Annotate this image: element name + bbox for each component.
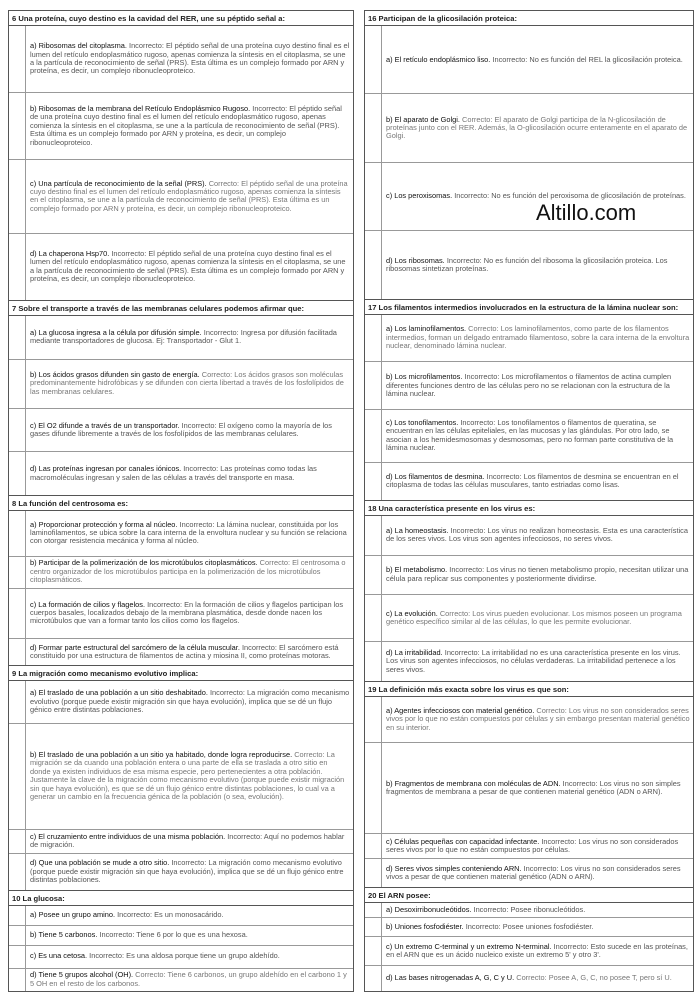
answer-option <box>9 969 353 991</box>
answer-option <box>365 163 693 231</box>
verdict-correct: Correcto: <box>201 369 233 379</box>
verdict-incorrect: Incorrecto: <box>492 54 528 64</box>
option-explanation: Las proteínas como todas las macromoléculas ingresan y salen de las células a través del transporte en masa. <box>30 464 317 482</box>
verdict-incorrect: Incorrecto: <box>241 642 277 652</box>
verdict-incorrect: Incorrecto: <box>183 464 219 474</box>
option-label: d) Los filamentos de desmina. <box>386 471 485 481</box>
option-label: b) Uniones fosfodiéster. <box>386 922 464 932</box>
right-column <box>364 10 694 992</box>
option-label: a) El retículo endoplásmico liso. <box>386 54 491 64</box>
option-label: a) Ribosomas del citoplasma. <box>30 41 127 51</box>
question-title: 16 Participan de la glicosilación proteica: <box>365 11 693 26</box>
option-label: c) Un extremo C-terminal y un extremo N-terminal. <box>386 941 552 951</box>
verdict-incorrect: Incorrecto: <box>553 941 589 951</box>
option-label: b) Fragmentos de membrana con moléculas de ADN. <box>386 778 561 788</box>
verdict-incorrect: Incorrecto: <box>464 372 500 382</box>
option-label: d) La chaperona Hsp70. <box>30 248 110 258</box>
option-explanation: Los virus no son considerados seres vivos por lo que no están compuestos por células y sin embargo presentan material genético en su interior. <box>386 705 690 732</box>
option-explanation: Los virus no tienen metabolismo propio, necesitan utilizar una célula para replicar sus componentes y posteriormente dividirse. <box>386 565 689 583</box>
answer-option <box>9 557 353 589</box>
question-block <box>8 300 354 495</box>
option-label: c) Una partícula de reconocimiento de la señal (PRS). <box>30 178 207 188</box>
option-label: c) Los tonofilamentos. <box>386 418 459 428</box>
answer-option <box>365 903 693 918</box>
answer-option <box>365 516 693 556</box>
question-title: 20 El ARN posee: <box>365 888 693 903</box>
option-label: a) Agentes infecciosos con material genético. <box>386 705 535 715</box>
answer-option <box>9 926 353 946</box>
option-explanation: En la formación de cilios y flagelos participan los cuerpos basales, localizados debajo de la membrana plasmática, desde donde nacen los microtúbulos que van a formar tanto los cilios como los flagelos. <box>30 599 344 626</box>
option-explanation: La lámina nuclear, constituida por los laminofilamentos, se ubica sobre la cara interna de la envoltura nuclear y su función se relaciona con otorgar resistencia mecánica y forma al núcleo. <box>30 519 347 546</box>
option-label: d) Formar parte estructural del sarcómero de la célula muscular. <box>30 642 240 652</box>
answer-option <box>9 26 353 93</box>
verdict-incorrect: Incorrecto: <box>465 922 501 932</box>
option-label: c) El cruzamiento entre individuos de una misma población. <box>30 831 226 841</box>
answer-option <box>9 639 353 666</box>
answer-option <box>365 556 693 596</box>
option-label: b) El traslado de una población a un sitio ya habitado, donde logra reproducirse. <box>30 749 293 759</box>
option-explanation: Los virus no son considerados seres vivos por lo que no están compuestos por células. <box>386 836 679 855</box>
option-label: d) Tiene 5 grupos alcohol (OH). <box>30 970 134 980</box>
option-explanation: La migración se da cuando una población entera o una parte de ella se traslada a otro sitio en donde ya existen individuos de esa misma especie, pero pertenecientes a otra población. Justamente la clave de la migración como mecanismo evolutivo (porque puede existir migración sin que haya evolución), es que se dé un flujo génico entre distintas poblaciones, lo cual va a generar un cambio en la frecuencia génica de la población (o sea, evolución). <box>30 749 345 802</box>
verdict-incorrect: Incorrecto: <box>454 191 490 201</box>
answer-option <box>365 859 693 887</box>
answer-option <box>9 946 353 969</box>
question-title: 8 La función del centrosoma es: <box>9 496 353 511</box>
left-column <box>8 10 354 992</box>
question-block <box>8 665 354 890</box>
verdict-incorrect: Incorrecto: <box>111 248 147 258</box>
verdict-correct: Correcto: <box>294 749 325 759</box>
question-title: 10 La glucosa: <box>9 891 353 906</box>
verdict-correct: Correcto: <box>536 705 567 715</box>
question-block <box>8 10 354 300</box>
question-block <box>364 500 694 681</box>
verdict-incorrect: Incorrecto: <box>444 647 480 657</box>
answer-option <box>365 463 693 500</box>
option-label: d) Las proteínas ingresan por canales iónicos. <box>30 464 182 474</box>
question-title: 17 Los filamentos intermedios involucrados en la estructura de la lámina nuclear son: <box>365 300 693 315</box>
option-explanation: No es función del peroxisoma de glicosilación de proteínas. <box>491 191 686 201</box>
option-label: a) El traslado de una población a un sitio deshabitado. <box>30 688 208 698</box>
option-label: b) El metabolismo. <box>386 565 448 575</box>
answer-option <box>365 918 693 937</box>
option-label: b) Participar de la polimerización de los microtúbulos citoplasmáticos. <box>30 558 258 568</box>
option-label: b) Los microfilamentos. <box>386 372 463 382</box>
option-label: c) Es una cetosa. <box>30 951 88 961</box>
answer-option <box>9 93 353 160</box>
option-label: a) Posee un grupo amino. <box>30 910 116 920</box>
verdict-incorrect: Incorrecto: <box>99 930 135 940</box>
verdict-correct: Correcto: <box>259 558 291 568</box>
option-explanation: El aparato de Golgi participa de la N-glicosilación de proteínas junto con el RER. Además, la O-glicosilación ocurre enteramente en el aparato de Golgi. <box>386 114 688 141</box>
option-label: a) Proporcionar protección y forma al núcleo. <box>30 519 178 529</box>
answer-option <box>365 743 693 834</box>
answer-option <box>9 511 353 557</box>
verdict-incorrect: Incorrecto: <box>449 565 485 575</box>
answer-option <box>365 231 693 298</box>
option-explanation: No es función del ribosoma la glicosilación proteica. Los ribosomas sintetizan proteínas. <box>386 255 668 273</box>
option-explanation: Los filamentos de desmina se encuentran en el citoplasma de todas las células musculares, tanto estriadas como lisas. <box>386 471 679 490</box>
question-title: 7 Sobre el transporte a través de las membranas celulares podemos afirmar que: <box>9 301 353 316</box>
verdict-incorrect: Incorrecto: <box>562 778 598 788</box>
question-block <box>364 887 694 992</box>
option-explanation: El péptido señal de una proteína cuyo destino final es el lumen del retículo endoplasmático rugoso, apenas comienza la síntesis en el citoplasma, se une a la partícula de reconocimiento de señal (PRS). Esta última es un complejo formado por ARN y proteína, es decir, un complejo ribonucleoproteico. <box>30 41 350 76</box>
option-explanation: Los tonofilamentos o filamentos de queratina, se encuentran en las células epiteliales, en las mucosas y las glándulas. Por otro lado, se asocian a los hemidesmosomas y desmosomas, pero no forman parte constitutiva de la lámina nuclear. <box>386 418 674 453</box>
option-explanation: El péptido señal de una proteína cuyo destino final es el lumen del retículo endoplasmático rugoso, apenas comienza la síntesis en el citoplasma, se une a la partícula de reconocimiento de señal (PRS). Esta última es un complejo formado por ARN y proteína, es decir, un complejo ribonucleoproteico. <box>30 104 342 147</box>
option-label: c) La evolución. <box>386 608 438 618</box>
option-explanation: Posee uniones fosfodiéster. <box>502 922 594 932</box>
option-explanation: Esto sucede en las proteínas, en el ARN que es un ácido nucleico existe un extremo 5' y otro 3'. <box>386 941 688 960</box>
verdict-correct: Correcto: <box>208 178 240 188</box>
option-label: b) Ribosomas de la membrana del Retículo Endoplásmico Rugoso. <box>30 104 251 114</box>
option-explanation: Tiene 6 por lo que es una hexosa. <box>136 930 248 940</box>
option-explanation: Los microfilamentos o filamentos de actina cumplen diferentes funciones dentro de las células pero no se relacionan con la estructura de la lámina nuclear. <box>386 372 672 398</box>
answer-option <box>365 315 693 363</box>
answer-option <box>9 452 353 495</box>
question-title: 19 La definición más exacta sobre los virus es que son: <box>365 682 693 697</box>
verdict-correct: Correcto: <box>516 973 547 983</box>
option-label: a) Los laminofilamentos. <box>386 324 467 334</box>
answer-option <box>9 409 353 453</box>
option-explanation: Los virus no son considerados seres vivos a pesar de que contienen material genético (ADN o ARN). <box>386 863 681 882</box>
option-explanation: Es un monosacárido. <box>154 910 224 920</box>
option-explanation: La migración como mecanismo evolutivo (porque puede existir migración sin que haya evolución), implica que se dé un flujo génico entre distintas poblaciones. <box>30 688 350 715</box>
answer-option <box>365 937 693 966</box>
question-block <box>364 10 694 299</box>
verdict-incorrect: Incorrecto: <box>473 905 509 915</box>
answer-option <box>9 854 353 891</box>
option-explanation: La migración como mecanismo evolutivo (porque puede existir migración sin que haya evolución), implica que se dé un flujo génico entre distintas poblaciones. <box>30 858 344 885</box>
verdict-incorrect: Incorrecto: <box>450 525 486 535</box>
answer-option <box>9 681 353 723</box>
option-explanation: El péptido señal de una proteína cuyo destino final es el lumen del retículo endoplasmático rugoso, apenas comienza la síntesis en el citoplasma, se une a la partícula de reconocimiento de señal (PRS). Esta última es un complejo formado por ARN y proteína, es decir, un complejo ribonucleoproteico. <box>30 178 348 213</box>
option-label: c) La formación de cilios y flagelos. <box>30 599 146 609</box>
watermark: Altillo.com <box>536 200 637 225</box>
answer-option <box>365 642 693 681</box>
answer-option <box>365 94 693 162</box>
option-label: a) La glucosa ingresa a la célula por difusión simple. <box>30 327 202 337</box>
option-explanation: Posee A, G, C, no posee T, pero sí U. <box>548 973 672 983</box>
answer-option <box>9 316 353 360</box>
option-explanation: El centrosoma o centro organizador de los microtúbulos participa en la polimerización de los microtúbulos citoplasmáticos. <box>30 558 346 585</box>
question-block <box>364 299 694 500</box>
answer-option <box>365 362 693 410</box>
option-label: c) El O2 difunde a través de un transportador. <box>30 420 180 430</box>
answer-option <box>9 830 353 854</box>
verdict-incorrect: Incorrecto: <box>227 831 263 841</box>
verdict-incorrect: Incorrecto: <box>523 863 559 873</box>
answer-option <box>365 966 693 991</box>
answer-option <box>9 234 353 300</box>
verdict-incorrect: Incorrecto: <box>486 471 522 481</box>
question-title: 6 Una proteína, cuyo destino es la cavidad del RER, une su péptido señal a: <box>9 11 353 26</box>
answer-option <box>9 906 353 926</box>
verdict-incorrect: Incorrecto: <box>541 836 577 846</box>
verdict-incorrect: Incorrecto: <box>203 327 239 337</box>
option-explanation: Aquí no podemos hablar de migración. <box>30 831 345 850</box>
question-title: 9 La migración como mecanismo evolutivo implica: <box>9 666 353 681</box>
question-title: 18 Una característica presente en los virus es: <box>365 501 693 516</box>
option-label: d) La irritabilidad. <box>386 647 443 657</box>
answer-option <box>365 595 693 642</box>
option-explanation: Los laminofilamentos, como parte de los filamentos intermedios, forman un delgado entramado filamentoso, sobre la cara interna de la envoltura nuclear, denominado lámina nuclear. <box>386 324 690 351</box>
verdict-incorrect: Incorrecto: <box>117 910 153 920</box>
answer-option <box>365 697 693 743</box>
question-block <box>8 890 354 992</box>
verdict-correct: Correcto: <box>462 114 493 124</box>
option-label: c) Células pequeñas con capacidad infectante. <box>386 836 540 846</box>
option-explanation: Ingresa por difusión facilitada mediante transportadores de glucosa. Ej: Transportador - Glut 1. <box>30 327 337 346</box>
verdict-correct: Correcto: <box>135 970 166 980</box>
answer-option <box>9 589 353 639</box>
option-explanation: El sarcómero está constituido por una estructura de filamentos de actina y miosina II, como proteínas motoras. <box>30 642 339 660</box>
option-label: d) Los ribosomas. <box>386 255 445 265</box>
option-label: d) Las bases nitrogenadas A, G, C y U. <box>386 973 515 983</box>
option-label: d) Que una población se mude a otro sitio. <box>30 858 170 868</box>
verdict-incorrect: Incorrecto: <box>209 688 245 698</box>
option-explanation: Es una aldosa porque tiene un grupo aldehído. <box>126 951 280 961</box>
question-block <box>8 495 354 665</box>
answer-option <box>365 26 693 94</box>
verdict-incorrect: Incorrecto: <box>460 418 496 428</box>
answer-option <box>9 160 353 234</box>
verdict-correct: Correcto: <box>468 324 499 334</box>
question-block <box>364 681 694 887</box>
option-label: c) Los peroxisomas. <box>386 191 453 201</box>
verdict-incorrect: Incorrecto: <box>129 41 164 51</box>
option-explanation: El oxígeno como la mayoría de los gases difunde libremente a través de los fosfolípidos de las membranas celulares. <box>30 420 332 438</box>
verdict-incorrect: Incorrecto: <box>181 420 217 430</box>
option-explanation: Los virus no realizan homeostasis. Esta es una característica de los seres vivos. Los virus son agentes infecciosos, no seres vivos. <box>386 525 688 544</box>
option-label: b) Tiene 5 carbonos. <box>30 930 98 940</box>
option-explanation: No es función del REL la glicosilación proteica. <box>529 54 683 64</box>
option-explanation: El péptido señal de una proteína cuyo destino final es el lumen del retículo endoplasmático rugoso, apenas comienza la síntesis en el citoplasma, se une a la partícula de reconocimiento de señal (PRS). Esta última es un complejo formado por ARN y proteína, es decir, un complejo ribonucleoproteico. <box>30 248 346 284</box>
answer-option <box>9 724 353 830</box>
verdict-incorrect: Incorrecto: <box>147 599 183 609</box>
answer-option <box>9 360 353 409</box>
option-explanation: Los ácidos grasos son moléculas predominantemente hidrofóbicas y se difunden con cierta libertad a través de los fosfolípidos de las membranas celulares. <box>30 369 344 396</box>
option-explanation: Los virus pueden evolucionar. Los mismos poseen un programa genético específico similar al de las células, lo que les permite evolucionar. <box>386 608 682 627</box>
verdict-incorrect: Incorrecto: <box>252 104 288 114</box>
verdict-incorrect: Incorrecto: <box>446 255 482 265</box>
verdict-incorrect: Incorrecto: <box>171 858 207 868</box>
answer-option <box>365 410 693 462</box>
verdict-incorrect: Incorrecto: <box>179 519 215 529</box>
verdict-incorrect: Incorrecto: <box>89 951 125 961</box>
option-label: b) El aparato de Golgi. <box>386 114 460 124</box>
option-explanation: La irritabilidad no es una característica presente en los virus. Los virus son agentes infecciosos, no células verdaderas. La irritabilidad pertenece a los seres vivos. <box>386 647 681 674</box>
option-label: d) Seres vivos simples conteniendo ARN. <box>386 863 522 873</box>
answer-option <box>365 834 693 859</box>
option-label: a) La homeostasis. <box>386 525 449 535</box>
option-label: b) Los ácidos grasos difunden sin gasto de energía. <box>30 369 200 379</box>
verdict-correct: Correcto: <box>439 608 471 618</box>
option-explanation: Tiene 6 carbonos, un grupo aldehído en el carbono 1 y 5 OH en el resto de los carbonos. <box>30 970 347 988</box>
option-label: a) Desoxirribonucleótidos. <box>386 905 472 915</box>
option-explanation: Los virus no son simples fragmentos de membrana a pesar de que contienen material genético (ADN o ARN). <box>386 778 681 797</box>
option-explanation: Posee ribonucleótidos. <box>510 905 586 915</box>
